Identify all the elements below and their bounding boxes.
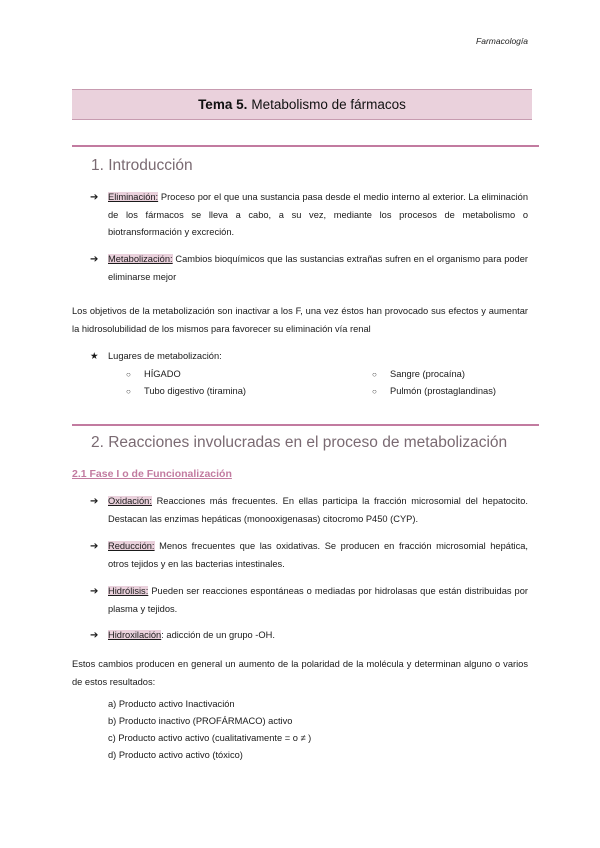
- arrow-icon: ➔: [90, 630, 99, 641]
- term-label: Hidrólisis:: [108, 586, 149, 596]
- site-item: [126, 369, 181, 379]
- arrow-icon: ➔: [90, 541, 99, 552]
- objectives-paragraph: Los objetivos de la metabolización son inactivar a los F, una vez éstos han provocado sus efectos y aumentar la hidrosolubilidad de los mismos para favorecer su eliminación vía renal: [72, 306, 528, 334]
- bullet-hidroxilacion: [90, 627, 528, 645]
- result-item: b) Producto inactivo (PROFÁRMACO) activo: [108, 716, 293, 726]
- term-label: Reducción:: [108, 541, 155, 551]
- section-heading-2: 2. Reacciones involucradas en el proceso de metabolización: [91, 434, 508, 451]
- site-item: [372, 369, 465, 379]
- site-text: HÍGADO: [144, 369, 181, 379]
- star-icon: ★: [90, 351, 99, 361]
- section-rule: [72, 424, 539, 426]
- circle-bullet-icon: ○: [372, 370, 377, 379]
- term-label: Oxidación:: [108, 496, 152, 506]
- term-label: Metabolización:: [108, 254, 173, 264]
- term-label: Eliminación:: [108, 192, 159, 202]
- bullet-text: Reacciones más frecuentes. En ellas participa la fracción microsomial del hepatocito. Destacan las enzimas hepáticas (monooxigenasas) citocromo P450 (CYP).: [108, 496, 528, 524]
- circle-bullet-icon: ○: [372, 387, 377, 396]
- bullet-text: : adicción de un grupo -OH.: [161, 630, 275, 640]
- title-banner: [72, 89, 532, 120]
- site-item: [126, 386, 246, 396]
- bullet-text: Proceso por el que una sustancia pasa desde el medio interno al exterior. La eliminación de los fármacos se lleva a cabo, a su vez, mediante los procesos de metabolismo o biotransformación y excreción.: [108, 192, 528, 237]
- term-label: Hidroxilación: [108, 630, 162, 640]
- arrow-icon: ➔: [90, 496, 99, 507]
- bullet-text: Cambios bioquímicos que las sustancias extrañas sufren en el organismo para poder eliminarse mejor: [108, 254, 528, 282]
- subsection-heading: 2.1 Fase I o de Funcionalización: [72, 468, 232, 480]
- result-item: d) Producto activo activo (tóxico): [108, 750, 243, 760]
- title-text: Metabolismo de fármacos: [251, 97, 406, 112]
- bullet-reduccion: [90, 538, 528, 573]
- site-text: Pulmón (prostaglandinas): [390, 386, 496, 396]
- site-item: [372, 386, 496, 396]
- bullet-oxidacion: [90, 493, 528, 528]
- title-prefix: Tema 5.: [198, 97, 248, 112]
- results-paragraph: Estos cambios producen en general un aumento de la polaridad de la molécula y determinan alguno o varios de estos resultados:: [72, 659, 528, 687]
- site-text: Sangre (procaína): [390, 369, 465, 379]
- bullet-hidrolisis: [90, 583, 528, 618]
- site-text: Tubo digestivo (tiramina): [144, 386, 246, 396]
- arrow-icon: ➔: [90, 586, 99, 597]
- sites-label: [90, 351, 222, 362]
- bullet-text: Pueden ser reacciones espontáneas o mediadas por hidrolasas que están distribuidas por plasma y tejidos.: [108, 586, 528, 614]
- bullet-text: Menos frecuentes que las oxidativas. Se producen en fracción microsomial hepática, otros tejidos y en las bacterias intestinales.: [108, 541, 528, 569]
- result-item: c) Producto activo activo (cualitativamente = o ≠ ): [108, 733, 312, 743]
- arrow-icon: ➔: [90, 254, 99, 265]
- arrow-icon: ➔: [90, 192, 99, 203]
- bullet-eliminacion: [90, 189, 528, 242]
- circle-bullet-icon: ○: [126, 387, 131, 396]
- running-header: Farmacología: [476, 36, 528, 46]
- sites-label-text: Lugares de metabolización:: [108, 351, 222, 361]
- circle-bullet-icon: ○: [126, 370, 131, 379]
- result-item: a) Producto activo Inactivación: [108, 699, 235, 709]
- section-rule: [72, 145, 539, 147]
- section-heading-1: 1. Introducción: [91, 157, 193, 174]
- bullet-metabolizacion: [90, 251, 528, 286]
